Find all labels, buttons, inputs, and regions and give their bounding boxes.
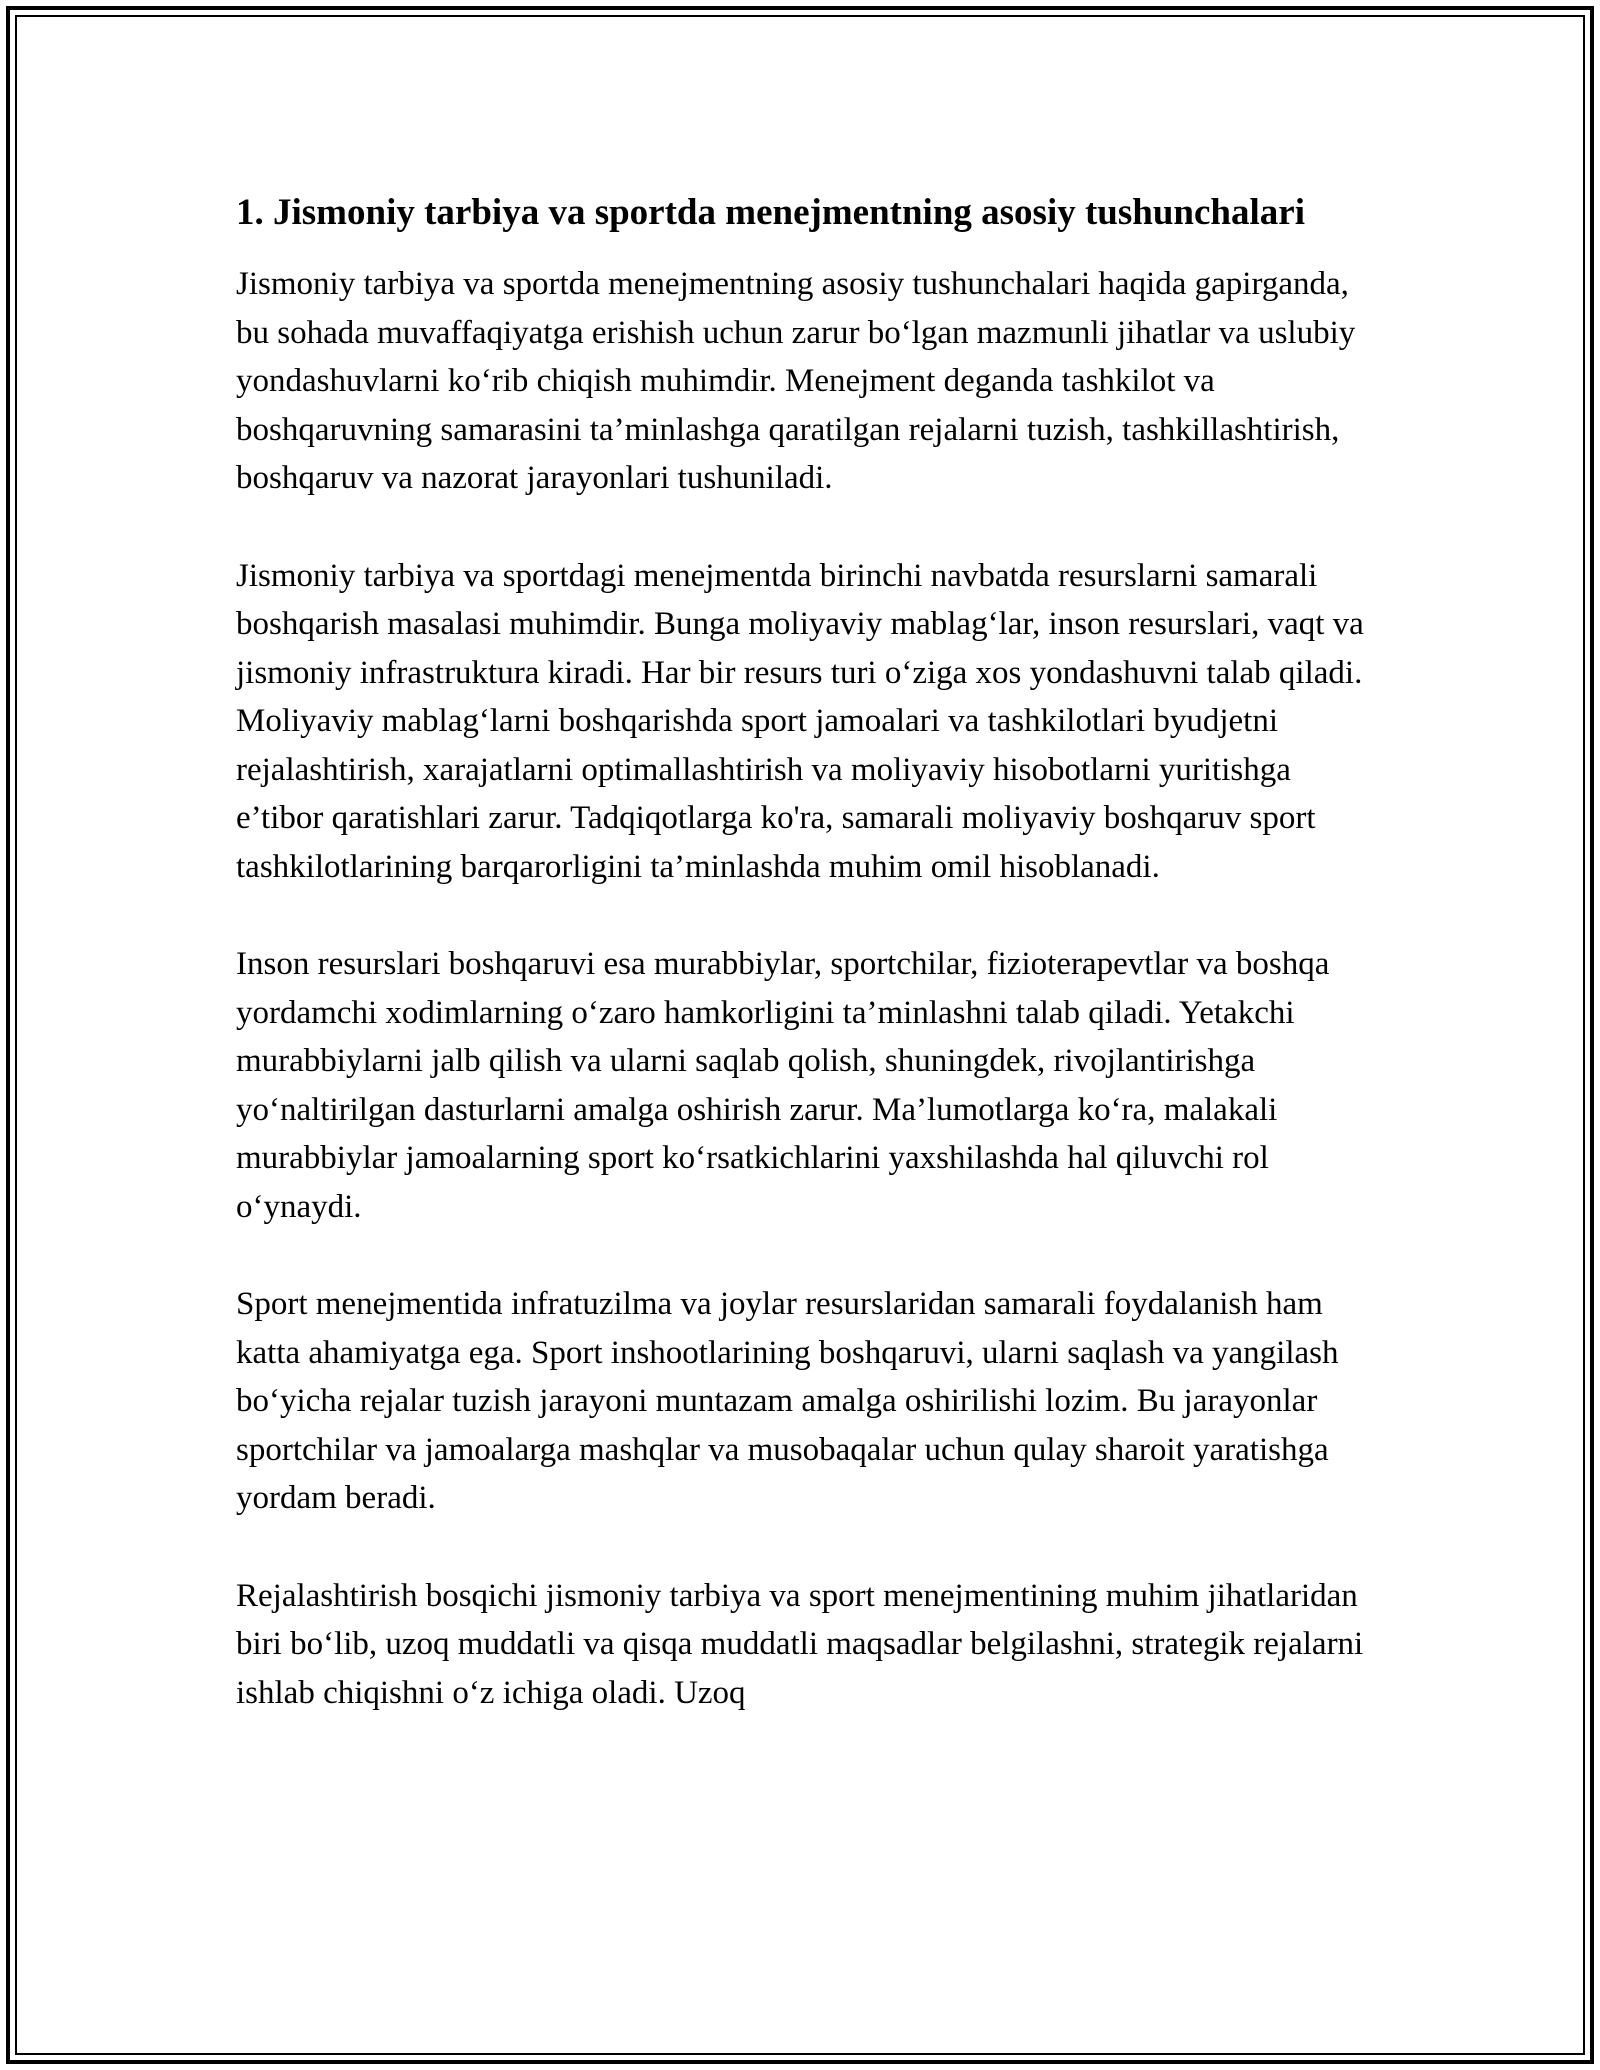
- section-heading: 1. Jismoniy tarbiya va sportda menejmentning asosiy tushunchalari: [236, 192, 1305, 233]
- paragraph-4: Sport menejmentida infratuzilma va joylar resurslaridan samarali foydalanish ham katta ahamiyatga ega. Sport inshootlarining boshqaruvi, ularni saqlash va yangilash bo‘yicha rejalar tuzish jarayoni muntazam amalga oshirilishi lozim. Bu jarayonlar sportchilar va jamoalarga mashqlar va musobaqalar uchun qulay sharoit yaratishga yordam beradi.: [236, 1286, 1339, 1516]
- paragraph-5: Rejalashtirish bosqichi jismoniy tarbiya va sport menejmentining muhim jihatlaridan biri bo‘lib, uzoq muddatli va qisqa muddatli maqsadlar belgilashni, strategik rejalarni ishlab chiqishni o‘z ichiga oladi. Uzoq: [236, 1577, 1364, 1711]
- document-body: [236, 186, 1386, 1766]
- paragraph-1: Jismoniy tarbiya va sportda menejmentning asosiy tushunchalari haqida gapirganda, bu sohada muvaffaqiyatga erishish uchun zarur bo‘lgan mazmunli jihatlar va uslubiy yondashuvlarni ko‘rib chiqish muhimdir. Menejment deganda tashkilot va boshqaruvning samarasini ta’minlashga qaratilgan rejalarni tuzish, tashkillashtirish, boshqaruv va nazorat jarayonlari tushuniladi.: [236, 266, 1356, 496]
- paragraph-2: Jismoniy tarbiya va sportdagi menejmentda birinchi navbatda resurslarni samarali boshqarish masalasi muhimdir. Bunga moliyaviy mablag‘lar, inson resurslari, vaqt va jismoniy infrastruktura kiradi. Har bir resurs turi o‘ziga xos yondashuvni talab qiladi. Moliyaviy mablag‘larni boshqarishda sport jamoalari va tashkilotlari byudjetni rejalashtirish, xarajatlarni optimallashtirish va moliyaviy hisobotlarni yuritishga e’tibor qaratishlari zarur. Tadqiqotlarga ko'ra, samarali moliyaviy boshqaruv sport tashkilotlarining barqarorligini ta’minlashda muhim omil hisoblanadi.: [236, 557, 1364, 885]
- paragraph-3: Inson resurslari boshqaruvi esa murabbiylar, sportchilar, fizioterapevtlar va boshqa yordamchi xodimlarning o‘zaro hamkorligini ta’minlashni talab qiladi. Yetakchi murabbiylarni jalb qilish va ularni saqlab qolish, shuningdek, rivojlantirishga yo‘naltirilgan dasturlarni amalga oshirish zarur. Ma’lumotlarga ko‘ra, malakali murabbiylar jamoalarning sport ko‘rsatkichlarini yaxshilashda hal qiluvchi rol o‘ynaydi.: [236, 946, 1330, 1225]
